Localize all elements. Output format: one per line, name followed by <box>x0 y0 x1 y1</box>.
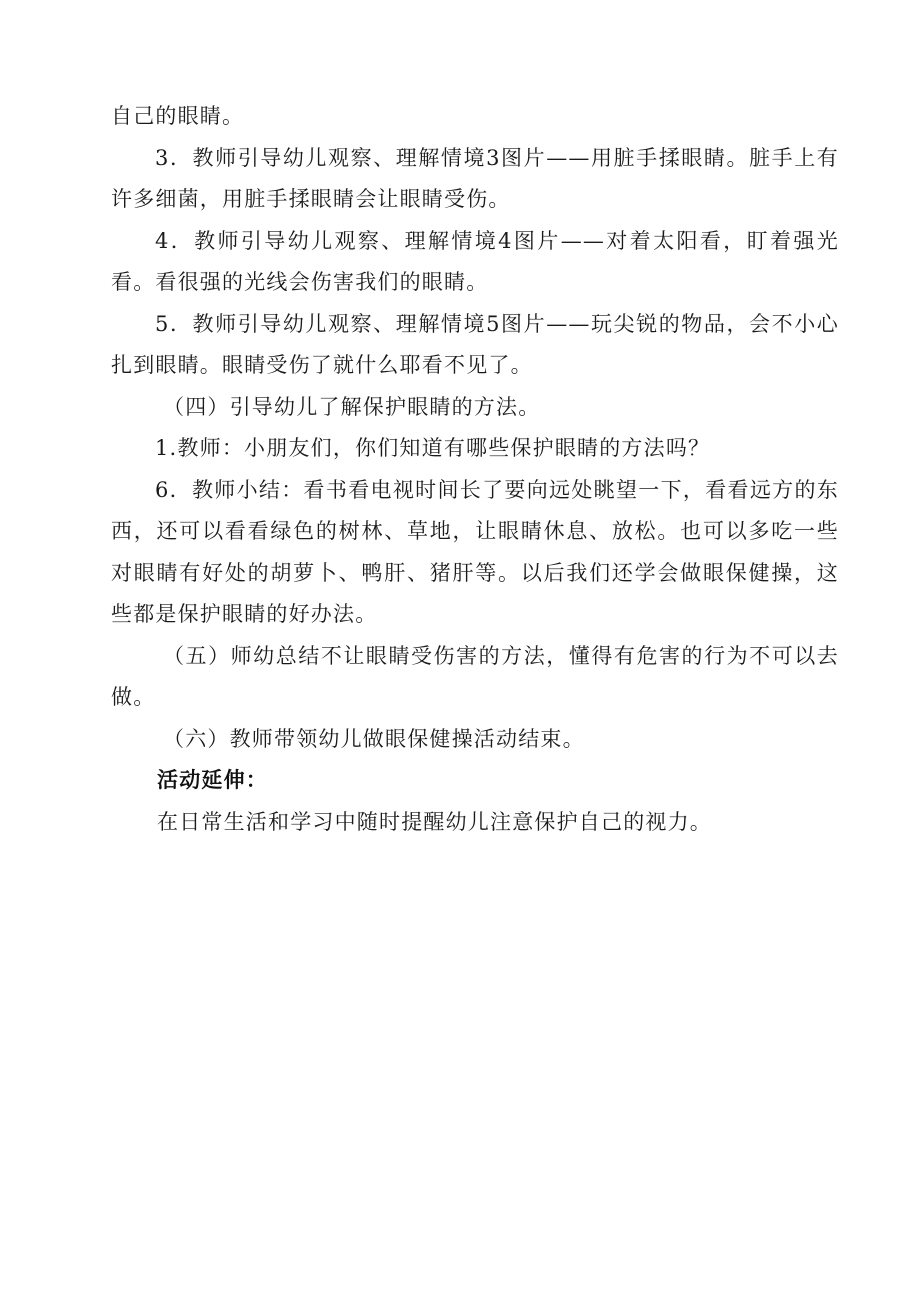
document-body <box>111 96 839 843</box>
paragraph-step-5: 5．教师引导幼儿观察、理解情境5图片——玩尖锐的物品，会不小心扎到眼睛。眼睛受伤了就什么耶看不见了。 <box>111 311 839 377</box>
extension-heading: 活动延伸： <box>157 768 268 792</box>
paragraph-step-4: 4．教师引导幼儿观察、理解情境4图片——对着太阳看，盯着强光看。看很强的光线会伤害我们的眼睛。 <box>111 228 839 294</box>
paragraph-teacher-summary: 6．教师小结：看书看电视时间长了要向远处眺望一下，看看远方的东西，还可以看看绿色的树林、草地，让眼睛休息、放松。也可以多吃一些对眼睛有好处的胡萝卜、鸭肝、猪肝等。以后我们还学会做眼保健操，这些都是保护眼睛的好办法。 <box>111 477 839 626</box>
paragraph-teacher-question: 1.教师：小朋友们，你们知道有哪些保护眼睛的方法吗？ <box>155 436 711 460</box>
section-heading-five: （五）师幼总结不让眼睛受伤害的方法，懂得有危害的行为不可以去做。 <box>111 643 839 709</box>
section-heading-four: （四）引导幼儿了解保护眼睛的方法。 <box>163 394 541 419</box>
section-heading-six: （六）教师带领幼儿做眼保健操活动结束。 <box>163 726 585 751</box>
paragraph-continuation: 自己的眼睛。 <box>111 104 245 128</box>
paragraph-step-3: 3．教师引导幼儿观察、理解情境3图片——用脏手揉眼睛。脏手上有许多细菌，用脏手揉眼睛会让眼睛受伤。 <box>111 145 839 211</box>
extension-text: 在日常生活和学习中随时提醒幼儿注意保护自己的视力。 <box>157 809 712 834</box>
